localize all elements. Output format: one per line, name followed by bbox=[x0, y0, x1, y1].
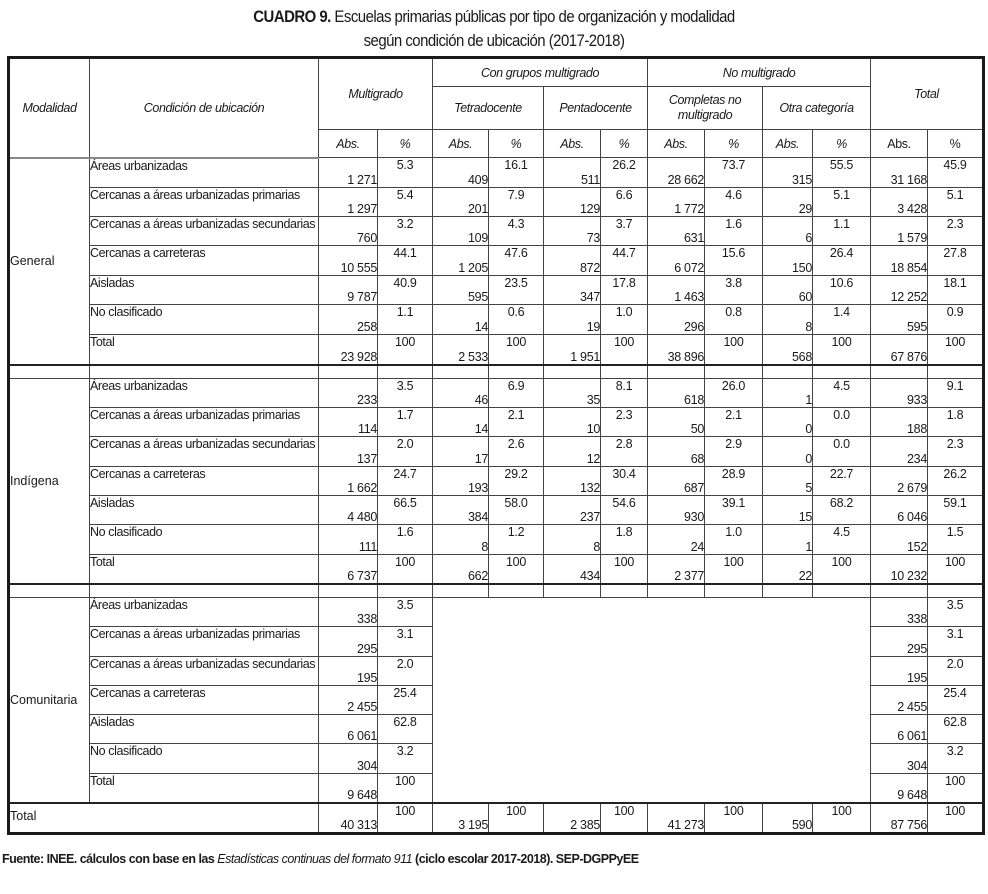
cell: 100 bbox=[378, 774, 433, 803]
row-label: Aisladas bbox=[90, 276, 319, 305]
row-label: No clasificado bbox=[90, 744, 319, 774]
row-label: Cercanas a áreas urbanizadas primarias bbox=[90, 407, 319, 436]
cell: 62.8 bbox=[928, 715, 984, 744]
cell: 315 bbox=[763, 158, 813, 188]
cell: 67 876 bbox=[871, 335, 928, 365]
cell: 15 bbox=[763, 495, 813, 524]
cell: 26.0 bbox=[705, 378, 763, 407]
header-pct: % bbox=[601, 130, 648, 158]
table-row bbox=[9, 598, 984, 627]
table-title-line-2: según condición de ubicación (2017-2018) bbox=[363, 31, 625, 50]
cell: 100 bbox=[601, 554, 648, 584]
modalidad-comunitaria: Comunitaria bbox=[9, 598, 90, 803]
cell: 30.4 bbox=[601, 466, 648, 495]
header-modalidad: Modalidad bbox=[9, 58, 90, 158]
cell: 2 679 bbox=[871, 466, 928, 495]
grand-total-label: Total bbox=[9, 803, 319, 834]
cell: 22 bbox=[763, 554, 813, 584]
cell: 100 bbox=[928, 803, 984, 834]
cell: 14 bbox=[433, 305, 489, 335]
row-label: Cercanas a carreteras bbox=[90, 246, 319, 276]
cell: 1.0 bbox=[705, 524, 763, 554]
cell: 132 bbox=[544, 466, 601, 495]
row-label: Cercanas a áreas urbanizadas secundarias bbox=[90, 436, 319, 466]
cell: 55.5 bbox=[813, 158, 871, 188]
cell: 1.8 bbox=[928, 407, 984, 436]
cell: 25.4 bbox=[928, 686, 984, 715]
cell: 9 648 bbox=[319, 774, 378, 803]
cell: 26.4 bbox=[813, 246, 871, 276]
table-title-line-1 bbox=[59, 7, 928, 27]
cell: 100 bbox=[705, 335, 763, 365]
table-row bbox=[9, 305, 984, 335]
cell: 1 bbox=[763, 378, 813, 407]
cell: 4.5 bbox=[813, 378, 871, 407]
cell: 2 455 bbox=[871, 686, 928, 715]
cell: 23 928 bbox=[319, 335, 378, 365]
cell: 1 271 bbox=[319, 158, 378, 188]
cell: 662 bbox=[433, 554, 489, 584]
cell: 100 bbox=[489, 554, 544, 584]
cell: 129 bbox=[544, 188, 601, 217]
cell: 60 bbox=[763, 276, 813, 305]
cell: 338 bbox=[871, 598, 928, 627]
cell: 3.2 bbox=[928, 744, 984, 774]
cell: 39.1 bbox=[705, 495, 763, 524]
cell: 27.8 bbox=[928, 246, 984, 276]
header-condicion: Condición de ubicación bbox=[90, 58, 319, 158]
header-pct: % bbox=[378, 130, 433, 158]
cell: 3.2 bbox=[378, 217, 433, 246]
cell: 590 bbox=[763, 803, 813, 834]
cell: 6.6 bbox=[601, 188, 648, 217]
cell: 195 bbox=[871, 657, 928, 686]
cell: 258 bbox=[319, 305, 378, 335]
cell: 28.9 bbox=[705, 466, 763, 495]
cell: 434 bbox=[544, 554, 601, 584]
cell: 137 bbox=[319, 436, 378, 466]
header-multigrado: Multigrado bbox=[319, 58, 433, 130]
cell: 46 bbox=[433, 378, 489, 407]
row-label: Total bbox=[90, 774, 319, 803]
cell: 6 bbox=[763, 217, 813, 246]
cell: 31 168 bbox=[871, 158, 928, 188]
cell: 3.5 bbox=[378, 598, 433, 627]
cell: 50 bbox=[648, 407, 705, 436]
cell: 1 951 bbox=[544, 335, 601, 365]
modalidad-general: General bbox=[9, 158, 90, 365]
cell: 6 061 bbox=[319, 715, 378, 744]
cell: 19 bbox=[544, 305, 601, 335]
cell: 100 bbox=[813, 803, 871, 834]
cell: 618 bbox=[648, 378, 705, 407]
cell: 3 195 bbox=[433, 803, 489, 834]
cell: 8 bbox=[763, 305, 813, 335]
cell: 3.8 bbox=[705, 276, 763, 305]
table-row bbox=[9, 524, 984, 554]
cell: 100 bbox=[601, 803, 648, 834]
cell: 687 bbox=[648, 466, 705, 495]
cell: 18.1 bbox=[928, 276, 984, 305]
cell: 100 bbox=[601, 335, 648, 365]
cell: 8 bbox=[433, 524, 489, 554]
cell: 6.9 bbox=[489, 378, 544, 407]
cell: 29.2 bbox=[489, 466, 544, 495]
cell: 1.5 bbox=[928, 524, 984, 554]
cell: 3.5 bbox=[378, 378, 433, 407]
cell: 6 061 bbox=[871, 715, 928, 744]
table-row bbox=[9, 495, 984, 524]
cell: 2 455 bbox=[319, 686, 378, 715]
cell: 47.6 bbox=[489, 246, 544, 276]
table-row bbox=[9, 217, 984, 246]
cell: 54.6 bbox=[601, 495, 648, 524]
cell: 2.3 bbox=[928, 436, 984, 466]
header-abs: Abs. bbox=[319, 130, 378, 158]
table-row bbox=[9, 378, 984, 407]
cell: 2.0 bbox=[378, 436, 433, 466]
cell: 100 bbox=[813, 554, 871, 584]
header-pct: % bbox=[705, 130, 763, 158]
cell: 2.1 bbox=[489, 407, 544, 436]
header-pct: % bbox=[489, 130, 544, 158]
cell: 8 bbox=[544, 524, 601, 554]
cell: 237 bbox=[544, 495, 601, 524]
table-number: CUADRO 9. bbox=[253, 7, 331, 26]
cell: 595 bbox=[433, 276, 489, 305]
cell: 5 bbox=[763, 466, 813, 495]
cell: 100 bbox=[928, 335, 984, 365]
cell: 5.1 bbox=[813, 188, 871, 217]
cell: 1.6 bbox=[378, 524, 433, 554]
cell: 109 bbox=[433, 217, 489, 246]
row-label: Áreas urbanizadas bbox=[90, 158, 319, 188]
cell: 9.1 bbox=[928, 378, 984, 407]
cell: 3.1 bbox=[378, 627, 433, 657]
row-label: No clasificado bbox=[90, 524, 319, 554]
row-label: Cercanas a áreas urbanizadas secundarias bbox=[90, 657, 319, 686]
cell: 188 bbox=[871, 407, 928, 436]
table-row bbox=[9, 466, 984, 495]
cell: 0 bbox=[763, 407, 813, 436]
table-row-grand-total bbox=[9, 803, 984, 834]
cell: 631 bbox=[648, 217, 705, 246]
cell: 2.3 bbox=[928, 217, 984, 246]
cell: 9 648 bbox=[871, 774, 928, 803]
cell: 1.7 bbox=[378, 407, 433, 436]
cell: 0 bbox=[763, 436, 813, 466]
table-row bbox=[9, 246, 984, 276]
cell: 44.7 bbox=[601, 246, 648, 276]
source-note bbox=[2, 852, 639, 866]
cell: 2.8 bbox=[601, 436, 648, 466]
row-label: Áreas urbanizadas bbox=[90, 598, 319, 627]
cell: 100 bbox=[705, 803, 763, 834]
cell: 6 072 bbox=[648, 246, 705, 276]
cell: 5.4 bbox=[378, 188, 433, 217]
row-label: Cercanas a áreas urbanizadas secundarias bbox=[90, 217, 319, 246]
cell: 111 bbox=[319, 524, 378, 554]
cell: 41 273 bbox=[648, 803, 705, 834]
cell: 18 854 bbox=[871, 246, 928, 276]
cell: 29 bbox=[763, 188, 813, 217]
cell: 1.8 bbox=[601, 524, 648, 554]
cell: 4.3 bbox=[489, 217, 544, 246]
cell: 4.5 bbox=[813, 524, 871, 554]
group-separator bbox=[9, 365, 984, 379]
cell: 3.2 bbox=[378, 744, 433, 774]
header-pct: % bbox=[928, 130, 984, 158]
cell: 3.7 bbox=[601, 217, 648, 246]
header-abs: Abs. bbox=[871, 130, 928, 158]
source-suffix: (ciclo escolar 2017-2018). SEP-DGPPyEE bbox=[412, 852, 639, 866]
cell: 930 bbox=[648, 495, 705, 524]
cell: 1 463 bbox=[648, 276, 705, 305]
table-row bbox=[9, 188, 984, 217]
cell: 1.2 bbox=[489, 524, 544, 554]
header-total: Total bbox=[871, 58, 984, 130]
table-row bbox=[9, 407, 984, 436]
modalidad-indigena: Indígena bbox=[9, 378, 90, 584]
cell: 5.1 bbox=[928, 188, 984, 217]
cell: 73.7 bbox=[705, 158, 763, 188]
cell: 87 756 bbox=[871, 803, 928, 834]
cell: 295 bbox=[319, 627, 378, 657]
header-pentadocente: Pentadocente bbox=[544, 87, 648, 130]
cell: 45.9 bbox=[928, 158, 984, 188]
cell: 2 385 bbox=[544, 803, 601, 834]
cell: 6 737 bbox=[319, 554, 378, 584]
cell: 1.4 bbox=[813, 305, 871, 335]
cell: 1 772 bbox=[648, 188, 705, 217]
cell: 409 bbox=[433, 158, 489, 188]
cell: 1 579 bbox=[871, 217, 928, 246]
cell: 511 bbox=[544, 158, 601, 188]
cell: 100 bbox=[813, 335, 871, 365]
header-abs: Abs. bbox=[433, 130, 489, 158]
cell: 6 046 bbox=[871, 495, 928, 524]
header-otra-categoria: Otra categoría bbox=[763, 87, 871, 130]
row-label: Cercanas a carreteras bbox=[90, 466, 319, 495]
cell: 338 bbox=[319, 598, 378, 627]
cell: 233 bbox=[319, 378, 378, 407]
cell: 3.5 bbox=[928, 598, 984, 627]
cell: 28 662 bbox=[648, 158, 705, 188]
cell: 12 bbox=[544, 436, 601, 466]
empty-merged-region bbox=[433, 598, 871, 803]
cell: 933 bbox=[871, 378, 928, 407]
cell: 304 bbox=[871, 744, 928, 774]
cell: 595 bbox=[871, 305, 928, 335]
data-table bbox=[7, 56, 985, 835]
row-label: Aisladas bbox=[90, 495, 319, 524]
row-label: Cercanas a carreteras bbox=[90, 686, 319, 715]
cell: 100 bbox=[705, 554, 763, 584]
table-row bbox=[9, 276, 984, 305]
cell: 8.1 bbox=[601, 378, 648, 407]
cell: 10 232 bbox=[871, 554, 928, 584]
cell: 73 bbox=[544, 217, 601, 246]
cell: 100 bbox=[378, 335, 433, 365]
cell: 3 428 bbox=[871, 188, 928, 217]
cell: 100 bbox=[489, 803, 544, 834]
cell: 234 bbox=[871, 436, 928, 466]
header-con-grupos-multigrado: Con grupos multigrado bbox=[433, 58, 648, 87]
cell: 872 bbox=[544, 246, 601, 276]
cell: 2 533 bbox=[433, 335, 489, 365]
cell: 10.6 bbox=[813, 276, 871, 305]
cell: 2.0 bbox=[928, 657, 984, 686]
cell: 152 bbox=[871, 524, 928, 554]
cell: 100 bbox=[378, 554, 433, 584]
cell: 114 bbox=[319, 407, 378, 436]
cell: 44.1 bbox=[378, 246, 433, 276]
cell: 100 bbox=[928, 554, 984, 584]
cell: 1 297 bbox=[319, 188, 378, 217]
cell: 4.6 bbox=[705, 188, 763, 217]
cell: 25.4 bbox=[378, 686, 433, 715]
cell: 14 bbox=[433, 407, 489, 436]
cell: 2.1 bbox=[705, 407, 763, 436]
cell: 3.1 bbox=[928, 627, 984, 657]
header-abs: Abs. bbox=[763, 130, 813, 158]
cell: 26.2 bbox=[928, 466, 984, 495]
cell: 26.2 bbox=[601, 158, 648, 188]
cell: 35 bbox=[544, 378, 601, 407]
cell: 4 480 bbox=[319, 495, 378, 524]
row-label: Áreas urbanizadas bbox=[90, 378, 319, 407]
cell: 201 bbox=[433, 188, 489, 217]
row-label: Aisladas bbox=[90, 715, 319, 744]
cell: 1.6 bbox=[705, 217, 763, 246]
cell: 1.1 bbox=[378, 305, 433, 335]
source-italic-title: Estadísticas continuas del formato 911 bbox=[217, 852, 413, 866]
cell: 100 bbox=[378, 803, 433, 834]
cell: 68.2 bbox=[813, 495, 871, 524]
cell: 347 bbox=[544, 276, 601, 305]
cell: 9 787 bbox=[319, 276, 378, 305]
cell: 2 377 bbox=[648, 554, 705, 584]
cell: 17.8 bbox=[601, 276, 648, 305]
table-row bbox=[9, 436, 984, 466]
table-row bbox=[9, 158, 984, 188]
header-abs: Abs. bbox=[544, 130, 601, 158]
cell: 100 bbox=[928, 774, 984, 803]
source-prefix: Fuente: INEE. cálculos con base en las bbox=[2, 852, 218, 866]
header-abs: Abs. bbox=[648, 130, 705, 158]
cell: 384 bbox=[433, 495, 489, 524]
row-label: No clasificado bbox=[90, 305, 319, 335]
cell: 1 662 bbox=[319, 466, 378, 495]
cell: 0.9 bbox=[928, 305, 984, 335]
cell: 0.8 bbox=[705, 305, 763, 335]
cell: 23.5 bbox=[489, 276, 544, 305]
header-tetradocente: Tetradocente bbox=[433, 87, 544, 130]
cell: 2.0 bbox=[378, 657, 433, 686]
row-label: Cercanas a áreas urbanizadas primarias bbox=[90, 188, 319, 217]
cell: 62.8 bbox=[378, 715, 433, 744]
cell: 568 bbox=[763, 335, 813, 365]
cell: 17 bbox=[433, 436, 489, 466]
cell: 1 bbox=[763, 524, 813, 554]
cell: 24 bbox=[648, 524, 705, 554]
cell: 40.9 bbox=[378, 276, 433, 305]
cell: 12 252 bbox=[871, 276, 928, 305]
header-pct: % bbox=[813, 130, 871, 158]
cell: 1.1 bbox=[813, 217, 871, 246]
cell: 1 205 bbox=[433, 246, 489, 276]
cell: 296 bbox=[648, 305, 705, 335]
table-row-subtotal bbox=[9, 554, 984, 584]
cell: 760 bbox=[319, 217, 378, 246]
cell: 0.0 bbox=[813, 436, 871, 466]
cell: 295 bbox=[871, 627, 928, 657]
cell: 22.7 bbox=[813, 466, 871, 495]
cell: 38 896 bbox=[648, 335, 705, 365]
cell: 1.0 bbox=[601, 305, 648, 335]
row-label: Total bbox=[90, 335, 319, 365]
group-separator bbox=[9, 584, 984, 598]
cell: 5.3 bbox=[378, 158, 433, 188]
cell: 2.6 bbox=[489, 436, 544, 466]
cell: 100 bbox=[489, 335, 544, 365]
cell: 150 bbox=[763, 246, 813, 276]
cell: 195 bbox=[319, 657, 378, 686]
cell: 58.0 bbox=[489, 495, 544, 524]
row-label: Total bbox=[90, 554, 319, 584]
cell: 2.9 bbox=[705, 436, 763, 466]
cell: 193 bbox=[433, 466, 489, 495]
cell: 0.6 bbox=[489, 305, 544, 335]
table-title-text: Escuelas primarias públicas por tipo de organización y modalidad bbox=[334, 7, 735, 26]
cell: 66.5 bbox=[378, 495, 433, 524]
header-completas: Completas no multigrado bbox=[648, 87, 763, 130]
header-no-multigrado: No multigrado bbox=[648, 58, 871, 87]
row-label: Cercanas a áreas urbanizadas primarias bbox=[90, 627, 319, 657]
cell: 10 bbox=[544, 407, 601, 436]
cell: 304 bbox=[319, 744, 378, 774]
cell: 15.6 bbox=[705, 246, 763, 276]
cell: 2.3 bbox=[601, 407, 648, 436]
cell: 7.9 bbox=[489, 188, 544, 217]
cell: 0.0 bbox=[813, 407, 871, 436]
table-row-subtotal bbox=[9, 335, 984, 365]
cell: 59.1 bbox=[928, 495, 984, 524]
cell: 10 555 bbox=[319, 246, 378, 276]
cell: 40 313 bbox=[319, 803, 378, 834]
cell: 24.7 bbox=[378, 466, 433, 495]
cell: 68 bbox=[648, 436, 705, 466]
cell: 16.1 bbox=[489, 158, 544, 188]
